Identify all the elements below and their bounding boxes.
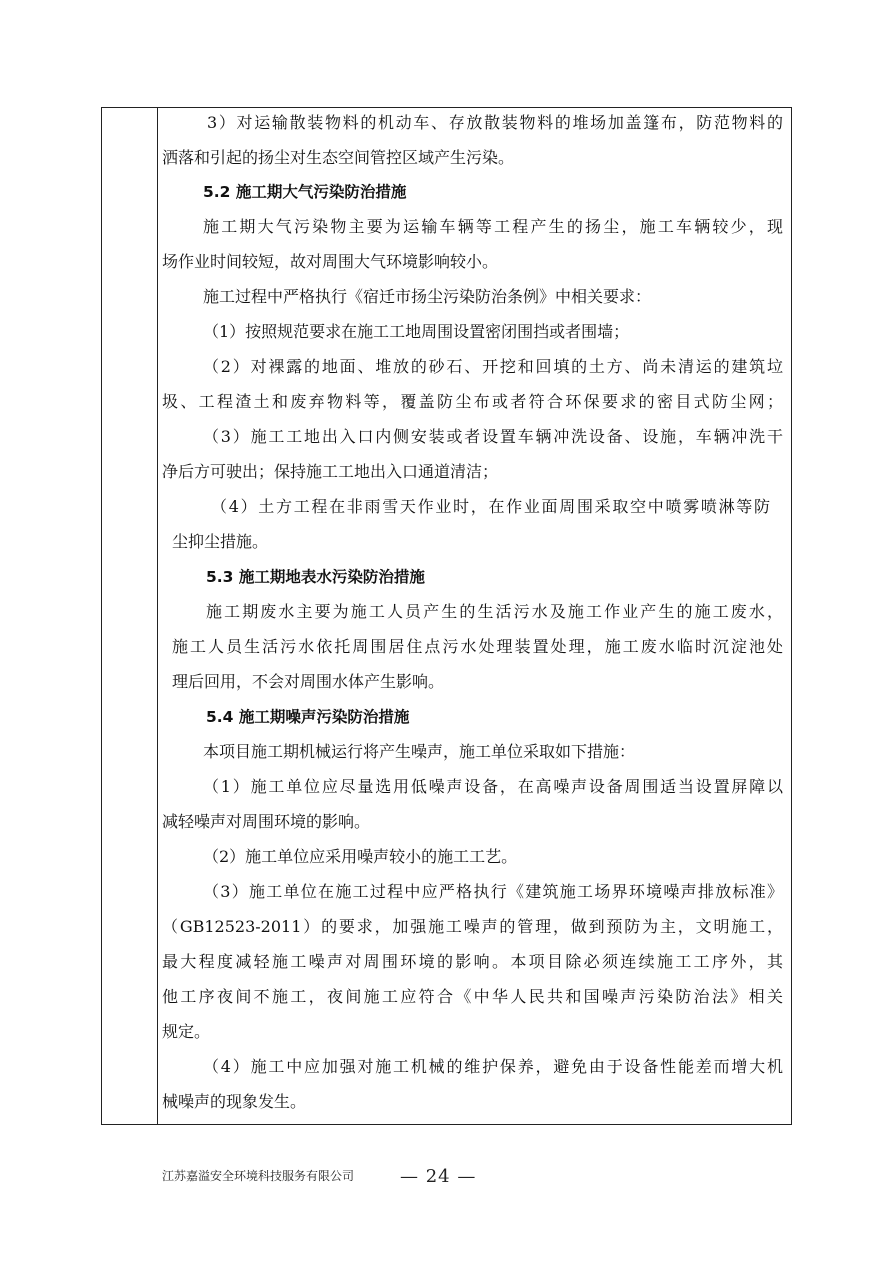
paragraph-line: （3）施工工地出入口内侧安装或者设置车辆冲洗设备、设施，车辆冲洗干	[203, 427, 783, 446]
paragraph-line: （4）施工中应加强对施工机械的维护保养，避免由于设备性能差而增大机	[203, 1057, 783, 1076]
paragraph-line: 场作业时间较短，故对周围大气环境影响较小。	[162, 252, 499, 271]
paragraph-line: 械噪声的现象发生。	[162, 1092, 307, 1111]
paragraph-line: （GB12523-2011）的要求，加强施工噪声的管理，做到预防为主，文明施工，	[162, 917, 783, 936]
paragraph-line: 施工过程中严格执行《宿迁市扬尘污染防治条例》中相关要求：	[203, 287, 652, 306]
paragraph-line: 尘抑尘措施。	[172, 532, 269, 551]
section-heading-5-2: 5.2 施工期大气污染防治措施	[203, 183, 407, 201]
paragraph-line: 本项目施工期机械运行将产生噪声，施工单位采取如下措施：	[203, 742, 636, 761]
paragraph-line: （3）施工单位在施工过程中应严格执行《建筑施工场界环境噪声排放标准》	[203, 882, 783, 901]
paragraph-line: 理后回用，不会对周围水体产生影响。	[172, 672, 445, 691]
table-left-column	[102, 108, 158, 1124]
paragraph-line: （4）土方工程在非雨雪天作业时，在作业面周围采取空中喷雾喷淋等防	[211, 497, 770, 516]
paragraph-line: 规定。	[162, 1022, 211, 1041]
paragraph-line: 他工序夜间不施工，夜间施工应符合《中华人民共和国噪声污染防治法》相关	[162, 987, 783, 1006]
paragraph-line: 施工期废水主要为施工人员产生的生活污水及施工作业产生的施工废水，	[206, 602, 783, 621]
paragraph-line: （2）施工单位应采用噪声较小的施工工艺。	[203, 847, 518, 866]
table-content-cell	[162, 108, 783, 1124]
content-table	[101, 107, 792, 1125]
paragraph-line: 减轻噪声对周围环境的影响。	[162, 812, 371, 831]
paragraph-line: （1）按照规范要求在施工工地周围设置密闭围挡或者围墙；	[203, 322, 630, 341]
paragraph-line: 最大程度减轻施工噪声对周围环境的影响。本项目除必须连续施工工序外，其	[162, 952, 783, 971]
paragraph-line: 圾、工程渣土和废弃物料等，覆盖防尘布或者符合环保要求的密目式防尘网；	[162, 392, 783, 411]
section-heading-5-4: 5.4 施工期噪声污染防治措施	[206, 708, 410, 726]
paragraph-line: 净后方可驶出；保持施工工地出入口通道清洁；	[162, 462, 499, 481]
paragraph-line: （2）对裸露的地面、堆放的砂石、开挖和回填的土方、尚未清运的建筑垃	[203, 357, 783, 376]
paragraph-line: （1）施工单位应尽量选用低噪声设备，在高噪声设备周围适当设置屏障以	[203, 777, 783, 796]
paragraph-line: 施工期大气污染物主要为运输车辆等工程产生的扬尘，施工车辆较少，现	[203, 217, 783, 236]
section-heading-5-3: 5.3 施工期地表水污染防治措施	[206, 568, 425, 586]
paragraph-line: 3）对运输散装物料的机动车、存放散装物料的堆场加盖篷布，防范物料的	[207, 113, 783, 132]
paragraph-line: 洒落和引起的扬尘对生态空间管控区域产生污染。	[162, 148, 515, 167]
paragraph-line: 施工人员生活污水依托周围居住点污水处理装置处理，施工废水临时沉淀池处	[172, 637, 783, 656]
page-number: — 24 —	[400, 1166, 477, 1187]
footer-company-name: 江苏嘉溢安全环境科技服务有限公司	[162, 1169, 355, 1183]
